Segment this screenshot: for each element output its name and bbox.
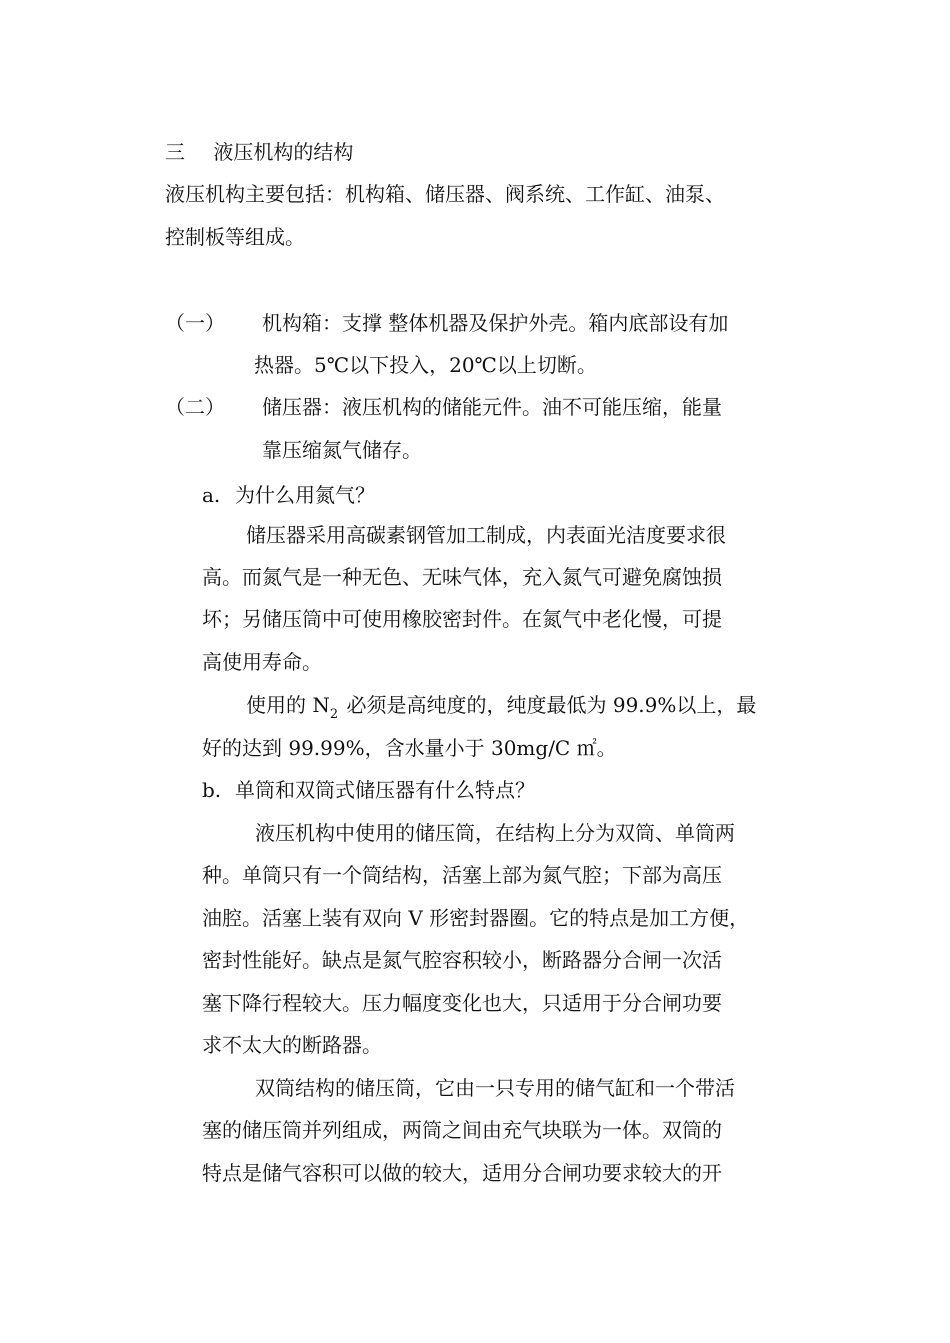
paragraph-line: 塞的储压筒并列组成，两筒之间由充气块联为一体。双筒的 [202,1118,722,1142]
n2-suffix: 必须是高纯度的，纯度最低为 99.9%以上，最 [340,693,757,717]
intro-line: 液压机构主要包括：机构箱、储压器、阀系统、工作缸、油泵、 [165,182,725,206]
question-label: a. [202,483,221,507]
intro-line: 控制板等组成。 [165,225,305,249]
item-text: 热器。5℃以下投入，20℃以上切断。 [254,353,597,377]
paragraph-line: 高使用寿命。 [202,650,322,674]
paragraph-line: 储压器采用高碳素钢管加工制成，内表面光洁度要求很 [246,523,726,547]
paragraph-line [246,690,756,724]
paragraph-line: 油腔。活塞上装有双向 V 形密封器圈。它的特点是加工方便， [202,906,750,930]
paragraph-line: 密封性能好。缺点是氮气腔容积较小，断路器分合闸一次活 [202,948,722,972]
paragraph-line: 高。而氮气是一种无色、无味气体，充入氮气可避免腐蚀损 [202,565,722,589]
section-heading [165,137,353,167]
item-label: （二） [165,395,225,419]
item-label: （一） [165,311,225,335]
paragraph-line: 好的达到 99.99%，含水量小于 30mg/C ㎡。 [202,736,617,760]
paragraph-line: 塞下降行程较大。压力幅度变化也大，只适用于分合闸功要 [202,991,722,1015]
item-text: 靠压缩氮气储存。 [262,438,422,462]
paragraph-line: 求不太大的断路器。 [202,1033,382,1057]
subscript: 2 [329,707,339,722]
section-number: 三 [165,140,185,164]
paragraph-line: 双筒结构的储压筒，它由一只专用的储气缸和一个带活 [255,1076,735,1100]
section-title: 液压机构的结构 [213,140,354,164]
paragraph-line: 坏；另储压筒中可使用橡胶密封件。在氮气中老化慢，可提 [202,607,722,631]
paragraph-line: 液压机构中使用的储压筒，在结构上分为双筒、单筒两 [255,821,735,845]
question-text: 为什么用氮气？ [235,483,375,507]
item-text: 储压器：液压机构的储能元件。油不可能压缩，能量 [262,395,722,419]
item-text: 机构箱：支撑 整体机器及保护外壳。箱内底部设有加 [262,311,729,335]
n2-prefix: 使用的 N [246,693,330,717]
question-text: 单筒和双筒式储压器有什么特点？ [235,778,535,802]
paragraph-line: 种。单筒只有一个筒结构，活塞上部为氮气腔；下部为高压 [202,863,722,887]
paragraph-line: 特点是储气容积可以做的较大，适用分合闸功要求较大的开 [202,1161,722,1185]
question-label: b. [202,778,222,802]
